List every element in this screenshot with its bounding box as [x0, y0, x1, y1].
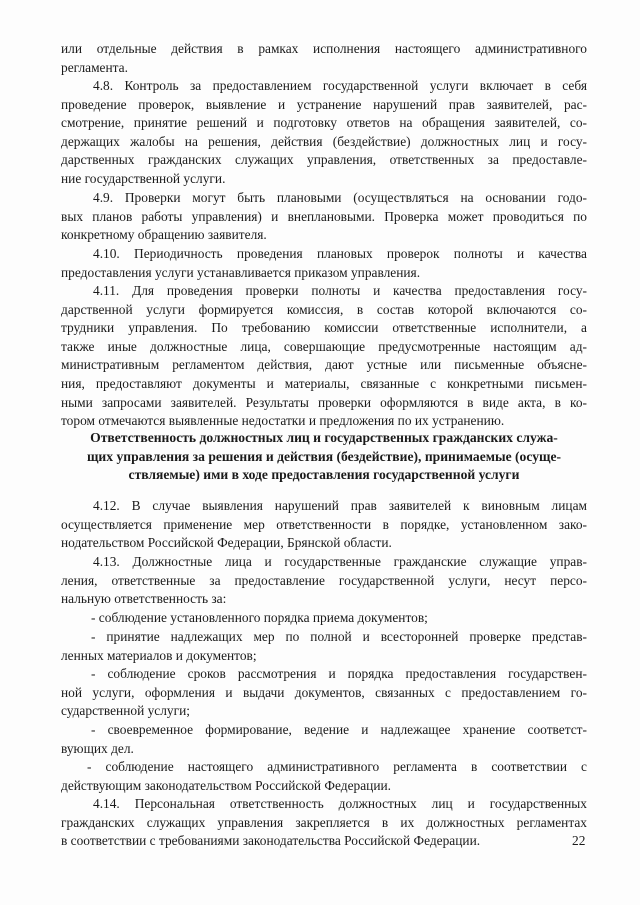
text-line: тором отмечаются выявленные недостатки и предложения по их устранению. [61, 413, 505, 429]
text-line: 4.12. В случае выявления нарушений прав заявителей к виновным лицам [93, 498, 587, 513]
text-line: трудники управления. По требованию комиссии ответственные исполнители, а [61, 320, 587, 336]
paragraph-4-9 [61, 189, 587, 245]
section-heading [61, 429, 587, 485]
text-line: нодательством Российской Федерации, Брянской области. [61, 535, 392, 551]
text-line: предоставления услуги устанавливается приказом управления. [61, 264, 421, 280]
text-line: ными запросами заявителей. Результаты проверки оформляются в виде акта, в ко- [61, 394, 587, 410]
text-line: также иные должностные лица, совершающие предусмотренные настоящим ад- [61, 338, 587, 354]
text-line: - соблюдение настоящего административного регламента в соответствии с [87, 759, 587, 774]
paragraph-4-10 [61, 245, 587, 282]
list-item [61, 609, 587, 628]
text-line: или отдельные действия в рамках исполнения настоящего административного [61, 41, 587, 56]
paragraph-intro [61, 40, 587, 77]
text-line: конкретному обращению заявителя. [61, 227, 267, 243]
heading-line: ствляемые) ими в ходе предоставления государственной услуги [128, 467, 520, 483]
page-number: 22 [572, 833, 586, 848]
paragraph-4-13 [61, 553, 587, 609]
text-line: в соответствии с требованиями законодательства Российской Федерации. [61, 833, 481, 849]
text-line: сударственной услуги; [61, 703, 190, 719]
paragraph-4-14 [61, 795, 587, 851]
heading-line: щих управления за решения и действия (бездействие), принимаемые (осуще- [86, 448, 562, 464]
text-line: гражданских служащих управления закрепляется в их должностных регламентах [61, 814, 587, 830]
text-line: смотрение, принятие решений и подготовку ответов на обращения заявителей, со- [61, 115, 587, 131]
text-line: осуществляется применение мер ответственности в порядке, установленном зако- [61, 516, 587, 532]
text-line: проведение проверок, выявление и устранение нарушений прав заявителей, рас- [61, 96, 587, 112]
text-line: ной услуги, оформления и выдачи документов, связанных с предоставлением го- [61, 684, 587, 700]
text-line: 4.10. Периодичность проведения плановых проверок полноты и качества [93, 246, 587, 261]
paragraph-4-11 [61, 282, 587, 431]
paragraph-4-12 [61, 497, 587, 553]
text-line: министративным регламентом действия, дают устные или письменные объясне- [61, 357, 587, 373]
text-line: ления, ответственные за предоставление государственной услуги, несут персо- [61, 572, 587, 588]
text-line: 4.11. Для проведения проверки полноты и качества предоставления госу- [93, 283, 587, 298]
text-line: вующих дел. [61, 740, 134, 756]
text-line: дарственной услуги формируется комиссия, в состав которой включаются со- [61, 301, 587, 317]
paragraph-4-8 [61, 77, 587, 189]
text-line: - принятие надлежащих мер по полной и всесторонней проверке представ- [91, 629, 587, 644]
text-line: регламента. [61, 59, 128, 75]
text-line: ленных материалов и документов; [61, 647, 257, 663]
text-line: дарственных гражданских служащих управления, ответственных за предоставле- [61, 152, 587, 168]
text-line: ния, предоставляют документы и материалы, связанные с конкретными письмен- [61, 375, 587, 391]
text-line: 4.8. Контроль за предоставлением государственной услуги включает в себя [93, 78, 587, 93]
text-line: вых планов работы управления) и внеплановыми. Проверка может проводиться по [61, 208, 587, 224]
heading-line: Ответственность должностных лиц и государственных гражданских служа- [90, 430, 558, 445]
text-line: нальную ответственность за: [61, 591, 227, 607]
text-line: действующим законодательством Российской Федерации. [61, 777, 392, 793]
list-item [61, 721, 587, 758]
text-line: ние государственной услуги. [61, 170, 226, 186]
text-line: держащих жалобы на решения, действия (бездействие) должностных лиц и госу- [61, 133, 587, 149]
list-item [61, 758, 587, 795]
list-item [61, 628, 587, 665]
text-line: 4.13. Должностные лица и государственные гражданские служащие управ- [93, 554, 587, 569]
text-line: - своевременное формирование, ведение и надлежащее хранение соответст- [91, 722, 587, 737]
text-line: - соблюдение сроков рассмотрения и порядка предоставления государствен- [91, 666, 587, 681]
text-line: 4.9. Проверки могут быть плановыми (осуществляться на основании годо- [93, 190, 587, 205]
list-item [61, 665, 587, 721]
text-line: 4.14. Персональная ответственность должностных лиц и государственных [93, 796, 587, 811]
text-line: - соблюдение установленного порядка приема документов; [91, 610, 428, 625]
